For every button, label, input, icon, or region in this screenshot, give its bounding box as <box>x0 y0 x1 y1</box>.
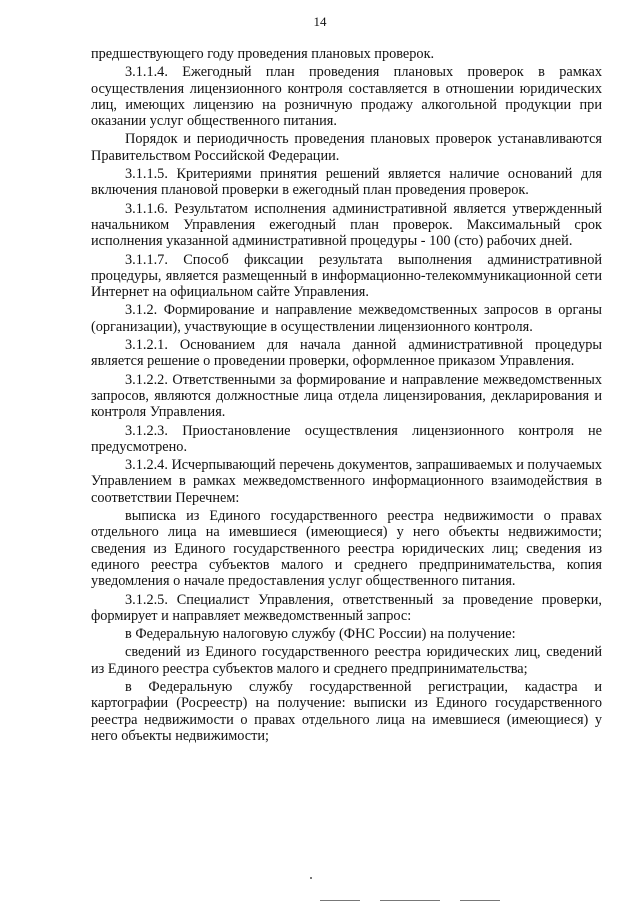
paragraph: 3.1.1.6. Результатом исполнения административной является утвержденный начальником Управления ежегодный план проверок. Максимальный срок исполнения указанной административной процедуры - 100 (сто) рабочих дней. <box>91 200 602 250</box>
paragraph: 3.1.2.1. Основанием для начала данной административной процедуры является решение о проведении проверки, оформленное приказом Управления. <box>91 337 602 370</box>
paragraph: выписка из Единого государственного реестра недвижимости о правах отдельного лица на имевшиеся (имеющиеся) у него объекты недвижимости; сведения из Единого государственного реестра юридических лиц; сведения из единого реестра субъектов малого и среднего предпринимательства, копия уведомления о начале предоставления услуг общественного питания. <box>91 508 602 590</box>
paragraph: 3.1.2.2. Ответственными за формирование и направление межведомственных запросов, являются должностные лица отдела лицензирования, декларирования и контроля Управления. <box>91 371 602 421</box>
paragraph: в Федеральную налоговую службу (ФНС России) на получение: <box>125 626 516 643</box>
paragraph: 3.1.2.5. Специалист Управления, ответственный за проведение проверки, формирует и направляет межведомственный запрос: <box>91 591 602 624</box>
paragraph: 3.1.2. Формирование и направление межведомственных запросов в органы (организации), участвующие в осуществлении лицензионного контроля. <box>91 302 602 335</box>
page-number: 14 <box>313 14 327 29</box>
paragraph: 3.1.2.4. Исчерпывающий перечень документов, запрашиваемых и получаемых Управлением в рамках межведомственного информационного взаимодействия в соответствии Перечнем: <box>91 457 602 506</box>
paragraph: в Федеральную службу государственной регистрации, кадастра и картографии (Росреестр) на получение: выписки из Единого государственного реестра недвижимости о правах отдельного лица на имевшиеся (имеющиеся) у него объекты недвижимости; <box>91 678 602 744</box>
paragraph: Порядок и периодичность проведения плановых проверок устанавливаются Правительством Российской Федерации. <box>91 131 602 164</box>
document-body <box>91 46 602 746</box>
paragraph: 3.1.1.7. Способ фиксации результата выполнения административной процедуры, является размещенный в информационно-телекоммуникационной сети Интернет на официальном сайте Управления. <box>91 251 602 301</box>
paragraph: 3.1.2.3. Приостановление осуществления лицензионного контроля не предусмотрено. <box>91 422 602 455</box>
paragraph: предшествующего году проведения плановых проверок. <box>91 46 435 62</box>
paragraph: 3.1.1.4. Ежегодный план проведения плановых проверок в рамках осуществления лицензионного контроля составляется в отношении юридических лиц, имеющих лицензию на розничную продажу алкогольной продукции при оказании услуг общественного питания. <box>91 64 602 130</box>
scan-artifact <box>310 873 610 903</box>
paragraph: сведений из Единого государственного реестра юридических лиц, сведений из Единого реестра субъектов малого и среднего предпринимательства; <box>91 644 602 677</box>
paragraph: 3.1.1.5. Критериями принятия решений является наличие оснований для включения плановой проверки в ежегодный план проведения проверок. <box>91 166 602 199</box>
